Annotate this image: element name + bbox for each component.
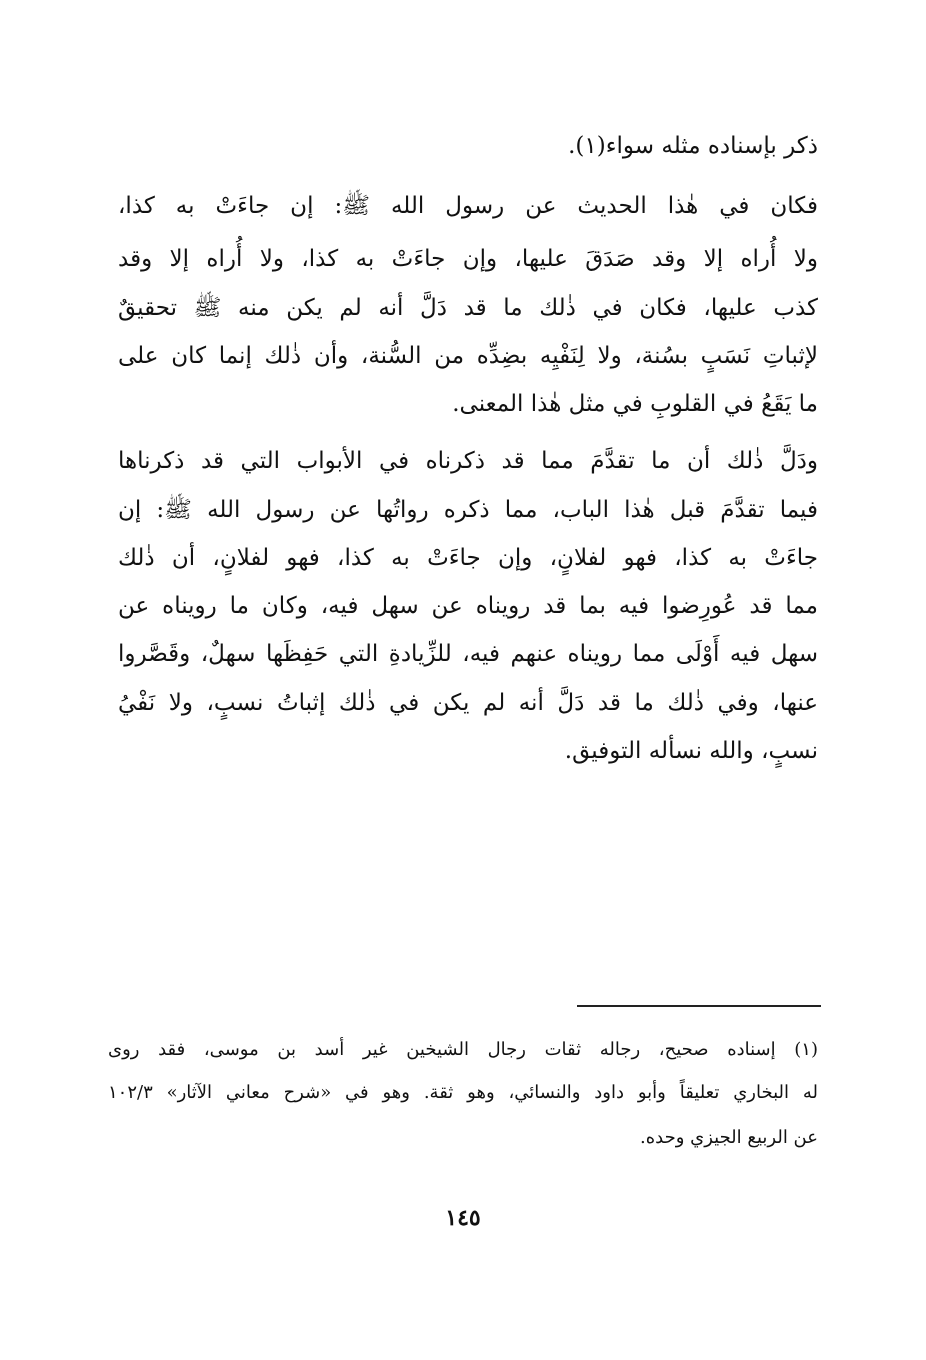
paragraph1-line-5: ما يَقَعُ في القلوبِ في مثل هٰذا المعنى. [452, 391, 818, 417]
footnote-line-1: (١) إسناده صحيح، رجاله ثقات رجال الشيخين غير أسد بن موسى، فقد روى [108, 1039, 818, 1060]
paragraph2-line-6: عنها، وفي ذٰلك ما قد دَلَّ أنه لم يكن في ذٰلك إثباتُ نسبٍ، ولا نَفْيُ [118, 690, 818, 716]
footnote-line-3: عن الربيع الجيزي وحده. [639, 1127, 818, 1148]
page-number: ١٤٥ [445, 1205, 481, 1231]
paragraph1-line-2: ولا أُراه إلا وقد صَدَقَ عليها، وإن جاءَتْ به كذا، ولا أُراه إلا وقد [118, 246, 818, 272]
paragraph2-line-5: سهل فيه أَوْلَى مما رويناه عنهم فيه، للزِّيادةِ التي حَفِظَها سهلٌ، وقَصَّروا [118, 641, 818, 667]
paragraph2-line-4: مما قد عُورِضوا فيه بما قد رويناه عن سهل فيه، وكان ما رويناه عن [118, 593, 818, 619]
paragraph2-line-3: جاءَتْ به كذا، فهو لفلانٍ، وإن جاءَتْ به كذا، فهو لفلانٍ، أن ذٰلك [118, 545, 818, 571]
paragraph2-line-2: فيما تقدَّمَ قبل هٰذا الباب، مما ذكره رواتُها عن رسول الله ﷺ: إن [118, 497, 818, 523]
paragraph2-line-1: ودَلَّ ذٰلك أن ما تقدَّمَ مما قد ذكرناه في الأبواب التي قد ذكرناها [118, 448, 818, 474]
paragraph1-line-1: فكان في هٰذا الحديث عن رسول الله ﷺ: إن جاءَتْ به كذا، [118, 193, 818, 219]
paragraph1-line-4: لإثباتِ نَسَبٍ بسُنة، ولا لِنَفْيِه بضِدِّه من السُّنة، وأن ذٰلك إنما كان على [118, 343, 818, 369]
footnote-line-2: له البخاري تعليقاً وأبو داود والنسائي، وهو ثقة. وهو في «شرح معاني الآثار» ١٠٢/٣ [108, 1082, 818, 1103]
paragraph1-line-3: كذب عليها، فكان في ذٰلك ما قد دَلَّ أنه لم يكن منه ﷺ تحقيقٌ [118, 295, 818, 321]
intro-line: ذكر بإسناده مثله سواء(١). [568, 133, 818, 159]
paragraph2-line-7: نسبٍ، والله نسأله التوفيق. [564, 738, 818, 764]
footnote-separator [577, 1005, 821, 1007]
